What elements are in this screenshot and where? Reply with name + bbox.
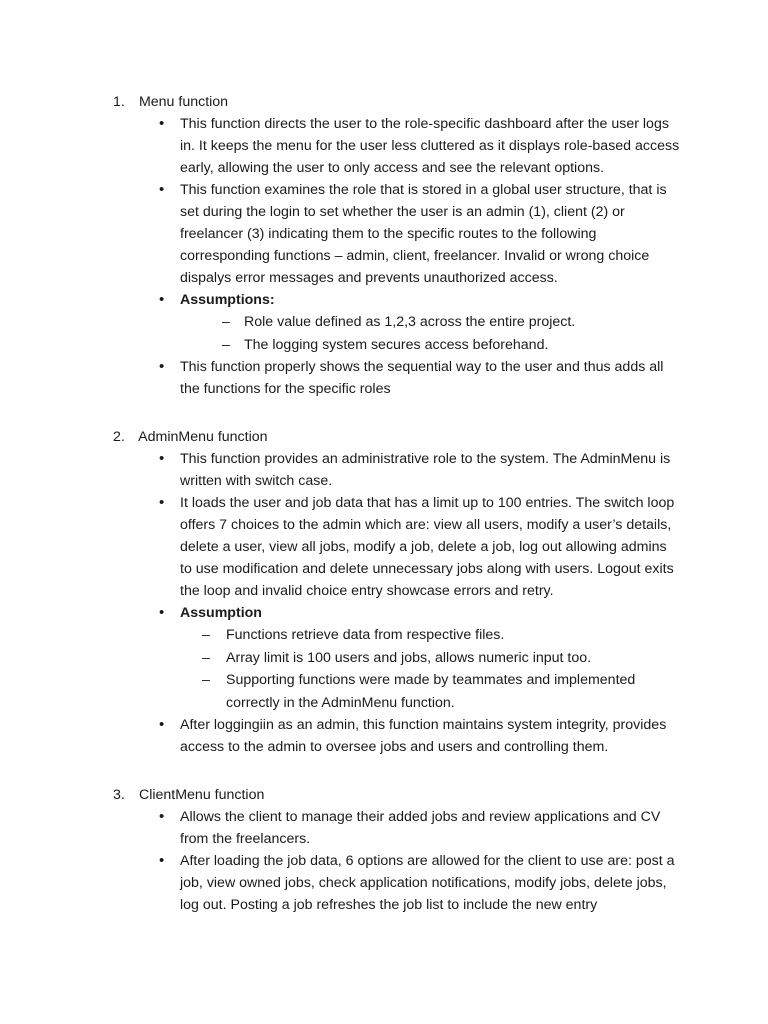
bullet-text: This function provides an administrative role to the system. The AdminMenu is written with switch case. [180, 451, 671, 489]
sub-item [202, 647, 662, 670]
bullet-list [113, 113, 693, 400]
sub-item [202, 669, 662, 714]
dash-icon: – [202, 672, 210, 688]
dash-icon: – [202, 649, 210, 666]
bullet-text: This function directs the user to the role-specific dashboard after the user logs in. It keeps the menu for the user less cluttered as it displays role-based access early, allowing the user to only access and see the relevant options. [180, 116, 680, 176]
bullet-icon: • [159, 291, 165, 308]
list-item [113, 714, 682, 758]
bullet-text: This function examines the role that is stored in a global user structure, that is set during the login to set whether the user is an admin (1), client (2) or freelancer (3) indicating them to the specific routes to the following corresponding functions – admin, client, freelancer. Invalid or wrong choice dispalys error messages and prevents unauthorized access. [180, 182, 667, 286]
section-title: ClientMenu function [138, 787, 265, 803]
bullet-icon: • [159, 181, 165, 198]
bullet-icon: • [159, 852, 165, 869]
dash-icon: – [202, 627, 210, 643]
section-number: 3. [113, 787, 125, 803]
section-heading [113, 784, 693, 806]
section-heading [113, 91, 693, 113]
sub-item [202, 624, 662, 647]
bullet-text: Allows the client to manage their added jobs and review applications and CV from the freelancers. [180, 809, 661, 847]
section-title: AdminMenu function [138, 429, 268, 445]
dash-icon: – [222, 336, 230, 353]
sub-text: Array limit is 100 users and jobs, allows numeric input too. [226, 649, 592, 666]
assumptions-label: Assumptions: [180, 292, 275, 308]
list-item [113, 289, 682, 311]
section-adminmenu-function [113, 426, 693, 758]
bullet-text: This function properly shows the sequential way to the user and thus adds all the functions for the specific roles [180, 359, 664, 397]
sub-item [222, 334, 682, 357]
bullet-icon: • [159, 450, 165, 467]
sub-text: Supporting functions were made by teammates and implemented correctly in the AdminMenu function. [226, 672, 636, 711]
sub-list [113, 311, 693, 356]
bullet-list [113, 448, 693, 758]
sub-text: Role value defined as 1,2,3 across the entire project. [244, 314, 576, 330]
list-item [113, 492, 682, 602]
sub-text: Functions retrieve data from respective files. [226, 627, 505, 643]
dash-icon: – [222, 314, 230, 330]
section-clientmenu-function [113, 784, 693, 916]
list-item [113, 448, 682, 492]
bullet-icon: • [159, 494, 165, 511]
bullet-text: It loads the user and job data that has a limit up to 100 entries. The switch loop offers 7 choices to the admin which are: view all users, modify a user’s details, delete a user, view all jobs, modify a job, delete a job, log out allowing admins to use modification and delete unnecessary jobs along with users. Logout exits the loop and invalid choice entry showcase errors and retry. [180, 495, 675, 599]
bullet-icon: • [159, 358, 165, 375]
list-item [113, 113, 682, 179]
section-title: Menu function [138, 94, 229, 110]
sub-item [222, 311, 682, 334]
assumption-label: Assumption [180, 605, 262, 621]
section-menu-function [113, 91, 693, 400]
bullet-icon: • [159, 604, 165, 621]
bullet-icon: • [159, 716, 165, 733]
bullet-icon: • [159, 808, 165, 825]
bullet-icon: • [159, 115, 165, 132]
list-item [113, 806, 682, 850]
bullet-list [113, 806, 693, 916]
list-item [113, 602, 682, 624]
list-item [113, 850, 682, 916]
list-item [113, 179, 682, 289]
sub-text: The logging system secures access beforehand. [244, 336, 549, 353]
section-heading [113, 426, 693, 448]
bullet-text: After loading the job data, 6 options are allowed for the client to use are: post a job, view owned jobs, check application notifications, modify jobs, delete jobs, log out. Posting a job refreshes the job list to include the new entry [180, 853, 675, 913]
list-item [113, 356, 682, 400]
section-number: 2. [113, 429, 125, 445]
sub-list [113, 624, 693, 714]
section-number: 1. [113, 94, 125, 110]
bullet-text: After loggingiin as an admin, this function maintains system integrity, provides access to the admin to oversee jobs and users and controlling them. [180, 717, 667, 755]
